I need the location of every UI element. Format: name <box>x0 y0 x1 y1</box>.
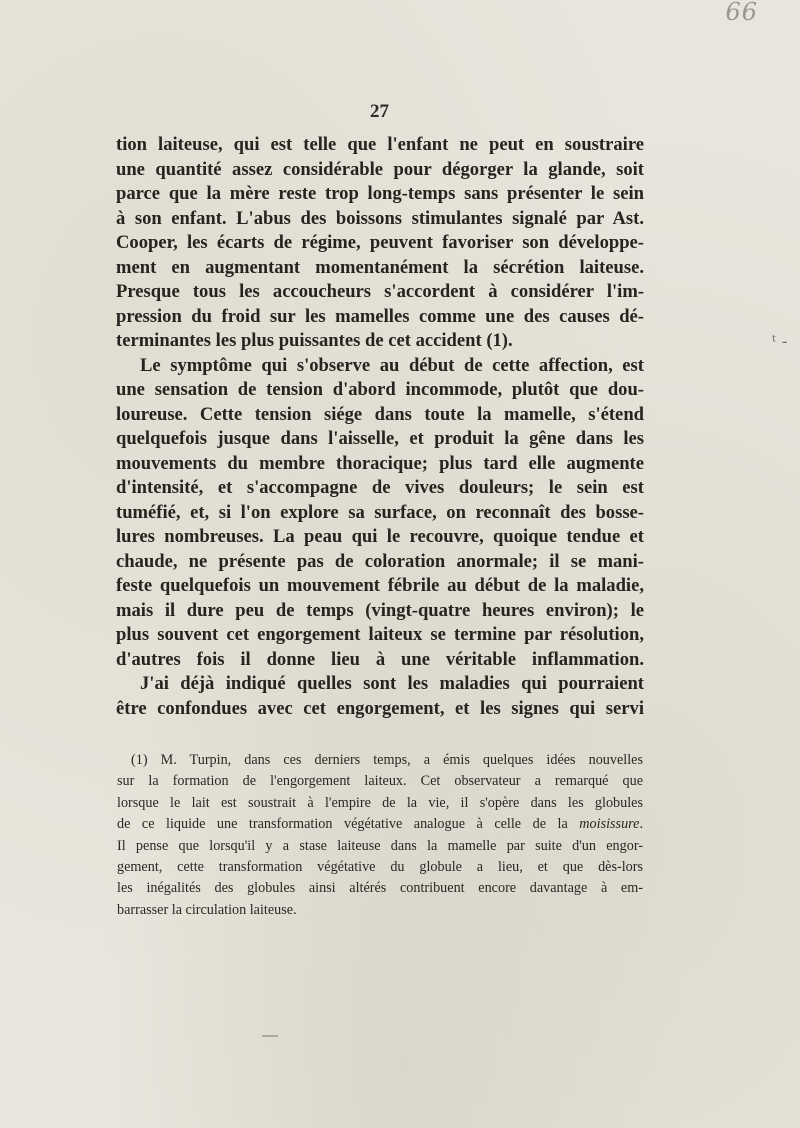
footnote-line: gement, cette transformation végétative du globule a lieu, et que dès-lors <box>117 858 643 875</box>
text-line: parce que la mère reste trop long-temps sans présenter le sein <box>116 183 644 204</box>
text-line: ment en augmentant momentanément la sécrétion laiteuse. <box>116 256 644 278</box>
text-line: loureuse. Cette tension siége dans toute la mamelle, s'étend <box>116 403 644 425</box>
text-line: une quantité assez considérable pour dégorger la glande, soit <box>116 158 644 180</box>
page-blemish <box>262 1035 278 1037</box>
text-line: mouvements du membre thoracique; plus tard elle augmente <box>116 452 644 474</box>
text-line: feste quelquefois un mouvement fébrile au début de la maladie, <box>116 575 644 596</box>
text-line: tion laiteuse, qui est telle que l'enfant ne peut en soustraire <box>116 134 644 155</box>
text-line: d'intensité, et s'accompagne de vives douleurs; le sein est <box>116 477 644 498</box>
footnote-line: Il pense que lorsqu'il y a stase laiteuse dans la mamelle par suite d'un engor- <box>117 837 643 854</box>
text-line: plus souvent cet engorgement laiteux se termine par résolution, <box>116 624 644 645</box>
text-line: à son enfant. L'abus des boissons stimulantes signalé par Ast. <box>116 207 644 229</box>
footnote-block <box>117 750 643 921</box>
main-text-block <box>116 133 644 721</box>
text-line: J'ai déjà indiqué quelles sont les maladies qui pourraient <box>140 673 644 694</box>
folio-handwritten-mark: 66 <box>725 0 758 26</box>
footnote-line: (1) M. Turpin, dans ces derniers temps, a émis quelques idées nouvelles <box>131 752 643 768</box>
footnote-line: les inégalités des globules ainsi altérés contribuent encore davantage à em- <box>117 880 643 897</box>
page-number: 27 <box>370 101 389 122</box>
text-line: une sensation de tension d'abord incommode, plutôt que dou- <box>116 379 644 400</box>
italic-word: moisissure <box>579 816 640 833</box>
text-line: pression du froid sur les mamelles comme une des causes dé- <box>116 305 644 327</box>
footnote-line: de ce liquide une transformation végétative analogue à celle de la moisissure. <box>117 816 643 833</box>
text-line: Le symptôme qui s'observe au début de cette affection, est <box>140 354 644 376</box>
text-line: lures nombreuses. La peau qui le recouvre, quoique tendue et <box>116 526 644 547</box>
text-line: Presque tous les accoucheurs s'accordent à considérer l'im- <box>116 281 644 302</box>
text-line: tuméfié, et, si l'on explore sa surface, on reconnaît des bosse- <box>116 501 644 523</box>
margin-mark: ᵗ - <box>772 332 788 351</box>
text-line: chaude, ne présente pas de coloration anormale; il se mani- <box>116 550 644 572</box>
text-line: quelquefois jusque dans l'aisselle, et produit la gêne dans les <box>116 428 644 449</box>
text-line: être confondues avec cet engorgement, et les signes qui servi <box>116 697 644 719</box>
text-line: d'autres fois il donne lieu à une véritable inflammation. <box>116 648 644 670</box>
text-line: mais il dure peu de temps (vingt-quatre heures environ); le <box>116 599 644 621</box>
footnote-line: lorsque le lait est soustrait à l'empire de la vie, il s'opère dans les globules <box>117 794 643 811</box>
footnote-line: sur la formation de l'engorgement laiteux. Cet observateur a remarqué que <box>117 773 643 790</box>
text-line: Cooper, les écarts de régime, peuvent favoriser son développe- <box>116 232 644 253</box>
footnote-line: barrasser la circulation laiteuse. <box>117 901 297 918</box>
text-line: terminantes les plus puissantes de cet accident (1). <box>116 330 513 351</box>
